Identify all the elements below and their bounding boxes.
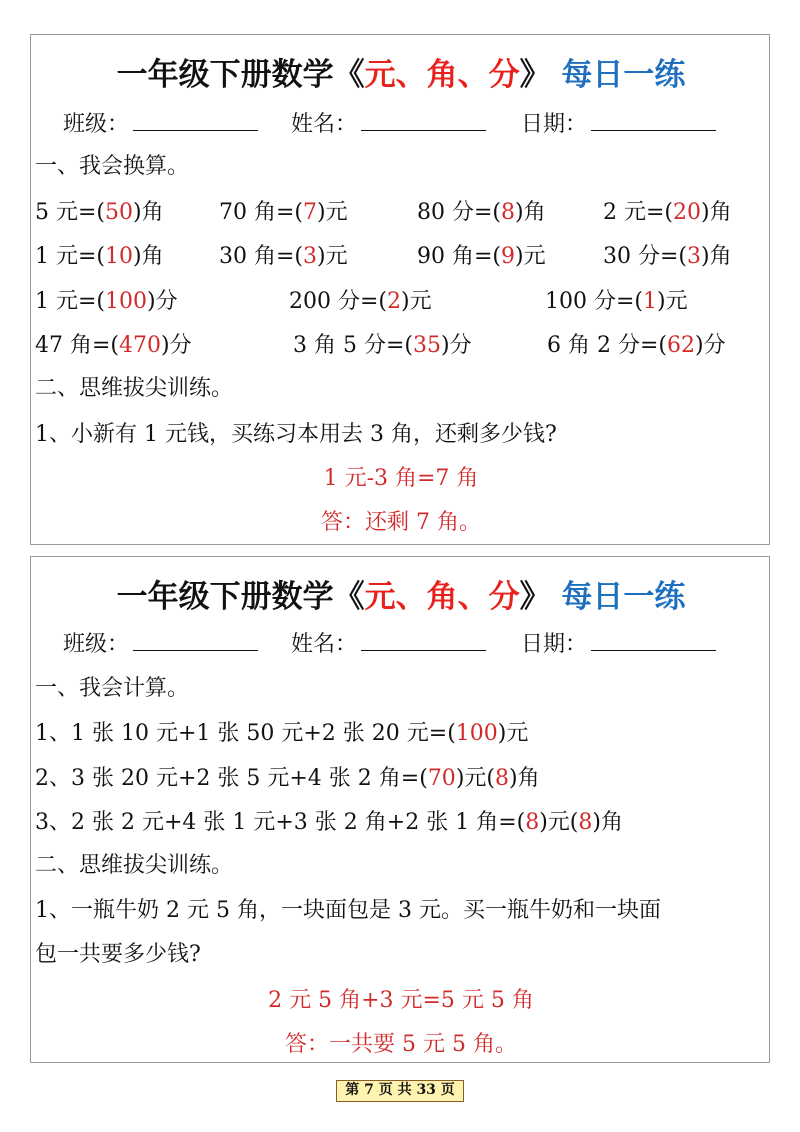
solution-equation: 2 元 5 角+3 元=5 元 5 角	[268, 988, 534, 1013]
name-field: 姓名：	[291, 107, 486, 138]
exercise-item: 30 角=(3)元	[219, 244, 348, 269]
calc-item: 1、1 张 10 元+1 张 50 元+2 张 20 元=(100)元	[35, 721, 529, 746]
exercise-item: 47 角=(470)分	[35, 333, 192, 358]
name-blank[interactable]	[361, 632, 486, 651]
calc-item: 2、3 张 20 元+2 张 5 元+4 张 2 角=(70)元(8)角	[35, 766, 540, 791]
date-field: 日期：	[521, 107, 716, 138]
calc-item: 3、2 张 2 元+4 张 1 元+3 张 2 角+2 张 1 角=(8)元(8)角	[35, 810, 623, 835]
title-topic: 元、角、分	[364, 57, 520, 93]
exercise-item: 1 元=(100)分	[35, 289, 178, 314]
solution-equation: 1 元-3 角=7 角	[323, 466, 479, 491]
solution-answer: 答：一共要 5 元 5 角。	[285, 1032, 517, 1057]
date-blank[interactable]	[591, 632, 716, 651]
date-field: 日期：	[521, 627, 716, 658]
section-heading: 一、我会计算。	[35, 676, 190, 701]
section-heading: 一、我会换算。	[35, 154, 190, 179]
exercise-item: 5 元=(50)角	[35, 200, 164, 225]
title-prefix: 一年级下册数学《	[116, 579, 365, 615]
exercise-item: 100 分=(1)元	[545, 289, 688, 314]
exercise-item: 70 角=(7)元	[219, 200, 348, 225]
title-topic: 元、角、分	[364, 579, 520, 615]
title-prefix: 一年级下册数学《	[116, 57, 365, 93]
worksheet-1	[30, 34, 770, 545]
solution-answer: 答：还剩 7 角。	[321, 510, 481, 535]
exercise-item: 2 元=(20)角	[603, 200, 732, 225]
word-problem: 1、小新有 1 元钱，买练习本用去 3 角，还剩多少钱?	[35, 422, 557, 447]
name-field: 姓名：	[291, 627, 486, 658]
word-problem-cont: 包一共要多少钱?	[35, 942, 201, 967]
exercise-item: 6 角 2 分=(62)分	[547, 333, 726, 358]
title-daily: 每日一练	[561, 579, 686, 615]
exercise-item: 30 分=(3)角	[603, 244, 732, 269]
class-blank[interactable]	[133, 112, 258, 131]
title-bracket: 》	[519, 57, 551, 93]
word-problem: 1、一瓶牛奶 2 元 5 角，一块面包是 3 元。买一瓶牛奶和一块面	[35, 898, 661, 923]
worksheet-2	[30, 556, 770, 1063]
title-bracket: 》	[519, 579, 551, 615]
page-number-badge: 第 7 页 共 33 页	[336, 1080, 464, 1102]
title-daily: 每日一练	[561, 57, 686, 93]
exercise-item: 200 分=(2)元	[289, 289, 432, 314]
date-blank[interactable]	[591, 112, 716, 131]
worksheet-title	[31, 571, 771, 616]
exercise-item: 3 角 5 分=(35)分	[293, 333, 472, 358]
class-field: 班级：	[63, 627, 258, 658]
exercise-item: 90 角=(9)元	[417, 244, 546, 269]
class-field: 班级：	[63, 107, 258, 138]
worksheet-title	[31, 49, 771, 94]
name-blank[interactable]	[361, 112, 486, 131]
section-heading: 二、思维拔尖训练。	[35, 853, 234, 878]
section-heading: 二、思维拔尖训练。	[35, 376, 234, 401]
class-blank[interactable]	[133, 632, 258, 651]
exercise-item: 1 元=(10)角	[35, 244, 164, 269]
exercise-item: 80 分=(8)角	[417, 200, 546, 225]
